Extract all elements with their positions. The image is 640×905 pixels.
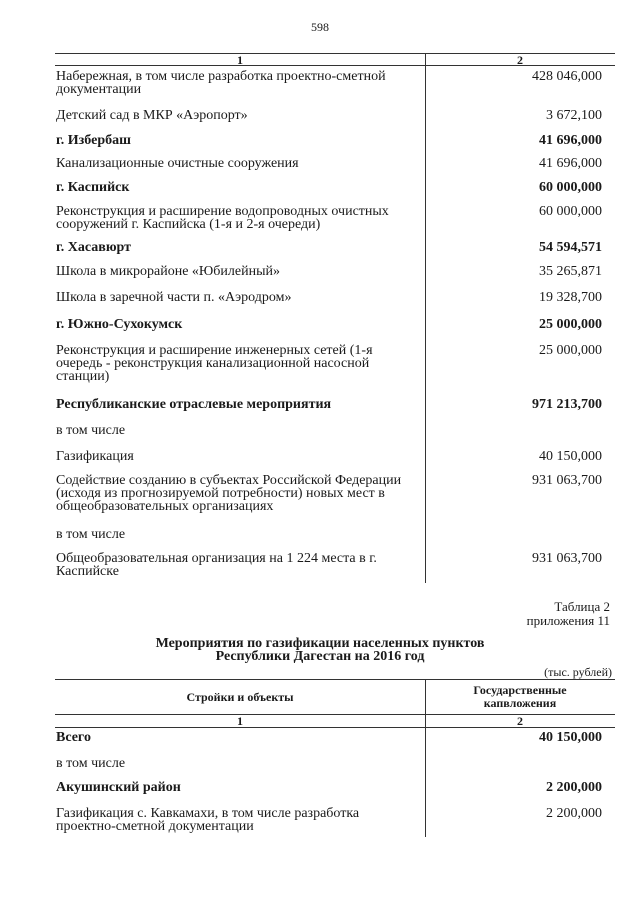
table-label: Таблица 2 [554, 599, 610, 614]
row-name: в том числе [56, 527, 126, 542]
row-name: Содействие созданию в субъектах Российской Федерации (исходя из прогнозируемой потребности) новых мест в общеобразовательных организациях [56, 473, 402, 514]
appendix-label: приложения 11 [526, 613, 610, 628]
header-investments: Государственные капвложения [473, 683, 567, 710]
row-name: Школа в заречной части п. «Аэродром» [56, 290, 292, 305]
row-value: 40 150,000 [539, 449, 602, 464]
table-title [0, 637, 640, 663]
row-name: Школа в микрорайоне «Юбилейный» [56, 264, 280, 279]
column-number-2: 2 [517, 714, 523, 728]
units-label: (тыс. рублей) [544, 665, 612, 679]
column-number-1: 1 [237, 53, 243, 67]
row-name: в том числе [56, 423, 126, 438]
row-name: в том числе [56, 756, 126, 771]
row-value: 19 328,700 [539, 290, 602, 305]
row-value: 41 696,000 [539, 156, 602, 171]
row-name: Реконструкция и расширение водопроводных очистных сооружений г. Каспийска (1-я и 2-я очереди) [56, 204, 389, 232]
row-name: г. Каспийск [56, 180, 130, 195]
column-divider [425, 53, 426, 583]
row-name: Газификация [56, 449, 134, 464]
row-name: Газификация с. Кавкамахи, в том числе разработка проектно-сметной документации [56, 806, 360, 834]
column-number-2: 2 [517, 53, 523, 67]
title-line-2: Республики Дагестан на 2016 год [215, 649, 425, 664]
row-value: 931 063,700 [532, 473, 602, 488]
row-name: Республиканские отраслевые мероприятия [56, 397, 332, 412]
row-name: Детский сад в МКР «Аэропорт» [56, 108, 248, 123]
row-value: 35 265,871 [539, 264, 602, 279]
row-name: Реконструкция и расширение инженерных сетей (1-я очередь - реконструкция канализационной насосной станции) [56, 343, 373, 384]
row-name: г. Хасавюрт [56, 240, 132, 255]
title-line-1: Мероприятия по газификации населенных пунктов [155, 636, 485, 651]
row-value: 60 000,000 [539, 180, 602, 195]
row-value: 2 200,000 [546, 780, 602, 795]
divider [55, 679, 615, 680]
row-name: г. Избербаш [56, 133, 131, 148]
row-value: 428 046,000 [532, 69, 602, 84]
row-value: 971 213,700 [532, 397, 602, 412]
row-value: 931 063,700 [532, 551, 602, 566]
column-number-1: 1 [237, 714, 243, 728]
row-value: 25 000,000 [539, 317, 602, 332]
row-name: Акушинский район [56, 780, 181, 795]
page-number: 598 [311, 20, 329, 34]
row-value: 40 150,000 [539, 730, 602, 745]
table-caption [527, 600, 610, 628]
row-value: 41 696,000 [539, 133, 602, 148]
row-value: 2 200,000 [546, 806, 602, 821]
row-value: 25 000,000 [539, 343, 602, 358]
header-objects: Стройки и объекты [186, 690, 294, 704]
row-value: 54 594,571 [539, 240, 602, 255]
row-name: г. Южно-Сухокумск [56, 317, 183, 332]
column-divider [425, 679, 426, 837]
row-name: Всего [56, 730, 91, 745]
row-value: 60 000,000 [539, 204, 602, 219]
row-value: 3 672,100 [546, 108, 602, 123]
row-name: Общеобразовательная организация на 1 224 места в г. Каспийске [56, 551, 377, 579]
row-name: Набережная, в том числе разработка проектно-сметной документации [56, 69, 386, 97]
row-name: Канализационные очистные сооружения [56, 156, 299, 171]
